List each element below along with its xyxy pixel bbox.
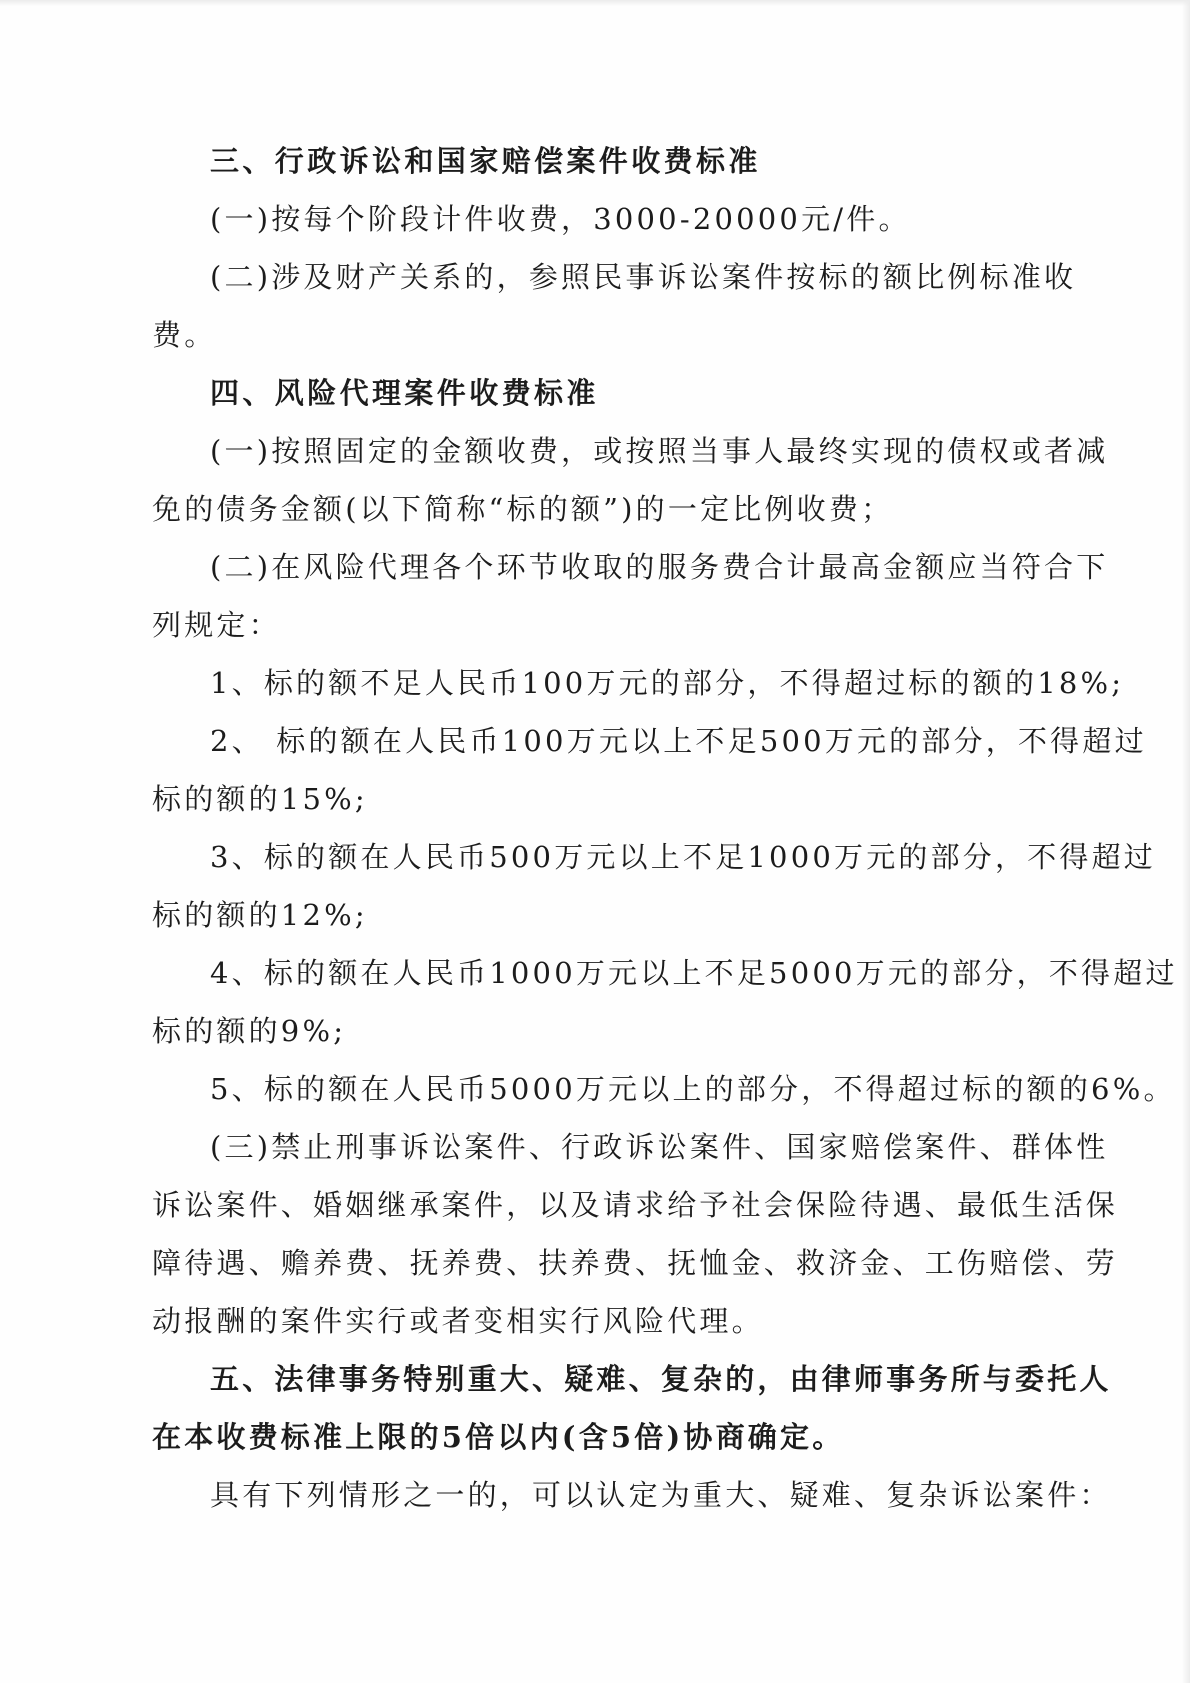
section-5-heading-line-1: 五、法律事务特别重大、疑难、复杂的，由律师事务所与委托人 (210, 1362, 1112, 1396)
section-3-item-1: (一)按每个阶段计件收费，3000-20000元/件。 (210, 202, 911, 236)
section-4-rule-3 (152, 828, 1157, 944)
section-4-item-3-line-1: (三)禁止刑事诉讼案件、行政诉讼案件、国家赔偿案件、群体性 (210, 1130, 1109, 1164)
section-4-rule-4 (152, 944, 1178, 1060)
section-5-heading (152, 1350, 1112, 1466)
section-4-rule-4-line-1: 4、标的额在人民币1000万元以上不足5000万元的部分，不得超过 (210, 956, 1178, 990)
section-4-item-1-line-1: (一)按照固定的金额收费，或按照当事人最终实现的债权或者减 (210, 434, 1109, 468)
scan-edge-right (1182, 0, 1190, 1683)
section-5-heading-line-2: 在本收费标准上限的5倍以内(含5倍)协商确定。 (152, 1420, 845, 1454)
section-4-item-2 (152, 538, 1109, 654)
section-3-item-2 (152, 248, 1077, 364)
section-4-item-3-line-3: 障待遇、赡养费、抚养费、扶养费、抚恤金、救济金、工伤赔偿、劳 (152, 1246, 1119, 1280)
section-5-intro: 具有下列情形之一的，可以认定为重大、疑难、复杂诉讼案件： (210, 1478, 1112, 1512)
section-4-rule-3-line-1: 3、标的额在人民币500万元以上不足1000万元的部分，不得超过 (210, 840, 1157, 874)
section-4-item-3 (152, 1118, 1119, 1350)
section-3-item-2-line-2: 费。 (152, 318, 217, 352)
section-4-item-1-line-2: 免的债务金额(以下简称“标的额”)的一定比例收费； (152, 492, 894, 526)
section-4-item-2-line-2: 列规定： (152, 608, 281, 642)
section-4-rule-2-line-2: 标的额的15%; (152, 782, 368, 816)
section-4-item-3-line-4: 动报酬的案件实行或者变相实行风险代理。 (152, 1304, 764, 1338)
section-4-rule-5: 5、标的额在人民币5000万元以上的部分，不得超过标的额的6%。 (210, 1072, 1176, 1106)
document-body (152, 132, 1178, 1524)
section-4-item-3-line-2: 诉讼案件、婚姻继承案件，以及请求给予社会保险待遇、最低生活保 (152, 1188, 1119, 1222)
section-4-item-1 (152, 422, 1109, 538)
section-4-heading: 四、风险代理案件收费标准 (210, 376, 599, 410)
section-4-rule-3-line-2: 标的额的12%; (152, 898, 368, 932)
section-4-rule-1: 1、标的额不足人民币100万元的部分，不得超过标的额的18%; (210, 666, 1125, 700)
section-4-rule-2-line-1: 2、 标的额在人民币100万元以上不足500万元的部分，不得超过 (210, 724, 1147, 758)
scan-edge-top (0, 0, 1190, 6)
section-4-item-2-line-1: (二)在风险代理各个环节收取的服务费合计最高金额应当符合下 (210, 550, 1109, 584)
section-4-rule-4-line-2: 标的额的9%; (152, 1014, 347, 1048)
section-3-heading: 三、行政诉讼和国家赔偿案件收费标准 (210, 144, 761, 178)
section-3-item-2-line-1: (二)涉及财产关系的，参照民事诉讼案件按标的额比例标准收 (210, 260, 1077, 294)
section-4-rule-2 (152, 712, 1147, 828)
